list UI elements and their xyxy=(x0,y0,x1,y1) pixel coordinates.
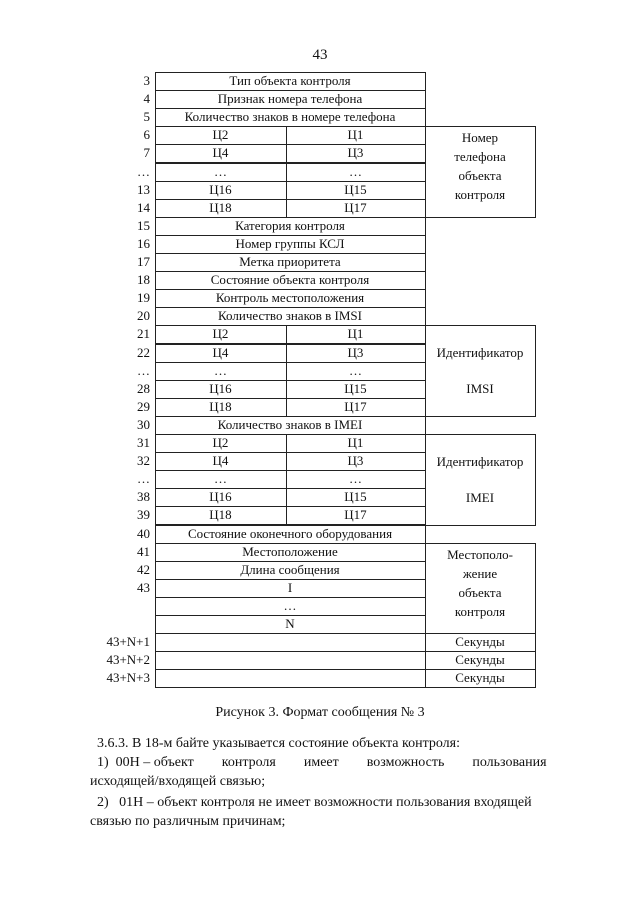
item-2-line-1: 2) 01H – объект контроля не имеет возможности пользования входящей xyxy=(97,795,532,810)
digit-cell-text: Ц17 xyxy=(344,507,367,523)
digit-cell-text: Ц16 xyxy=(209,181,232,197)
row-number: 18 xyxy=(137,272,150,288)
phone-number-label-text: объекта xyxy=(458,168,502,184)
digit-cell-text: Ц4 xyxy=(212,145,229,161)
location-label-text: Местополо- xyxy=(447,546,513,562)
seconds-text: Секунды xyxy=(455,670,505,686)
paragraph-3-6-3: 3.6.3. В 18-м байте указывается состояние объекта контроля: xyxy=(97,736,460,751)
phone-number-label-text: Номер xyxy=(461,130,499,146)
table-cell-text: Тип объекта контроля xyxy=(229,73,351,88)
row-number: 7 xyxy=(143,145,150,161)
row-number: 28 xyxy=(137,380,150,396)
digit-cell-text: Ц2 xyxy=(212,435,229,450)
seconds-text: Секунды xyxy=(455,652,505,668)
row-number: 32 xyxy=(137,453,150,469)
row-number: 22 xyxy=(137,344,150,360)
row-number: 43+N+1 xyxy=(106,634,150,650)
table-cell-text: Длина сообщения xyxy=(240,561,340,577)
digit-cell-text: Ц18 xyxy=(209,398,232,414)
digit-cell-text: … xyxy=(214,163,227,179)
row-number: 19 xyxy=(137,290,150,306)
item-2-line-2: связью по различным причинам; xyxy=(90,814,286,829)
row-number: 13 xyxy=(137,181,150,197)
table-cell-text: I xyxy=(287,579,293,595)
figure-caption: Рисунок 3. Формат сообщения № 3 xyxy=(215,705,425,720)
imsi-label xyxy=(425,325,536,417)
digit-cell-text: Ц16 xyxy=(209,489,232,505)
page-number: 43 xyxy=(312,47,328,63)
row-number: 30 xyxy=(137,416,150,432)
row-number: … xyxy=(137,163,150,179)
row-number: 5 xyxy=(143,109,150,125)
location-label-text: объекта xyxy=(458,584,502,600)
imei-label-text: Идентификатор xyxy=(436,454,524,469)
row-number: 42 xyxy=(137,561,150,577)
location-label-text: жение xyxy=(462,565,498,581)
row-number: 31 xyxy=(137,435,150,450)
digit-cell-text: Ц17 xyxy=(344,398,367,414)
row-number: 15 xyxy=(137,217,150,233)
table-cell-text: Состояние оконечного оборудования xyxy=(187,525,393,541)
row-number: 3 xyxy=(143,73,150,88)
digit-cell-text: Ц15 xyxy=(344,489,367,505)
imei-label-text: IMEI xyxy=(465,490,495,505)
table-cell-text: … xyxy=(283,597,297,613)
digit-cell-text: Ц4 xyxy=(212,453,229,469)
phone-number-label-text: контроля xyxy=(454,187,506,203)
table-cell-text: Категория контроля xyxy=(235,217,345,233)
empty-cell xyxy=(155,651,426,670)
table-cell-text: Количество знаков в IMEI xyxy=(217,416,363,432)
digit-cell-text: Ц3 xyxy=(347,344,364,360)
seconds-text: Секунды xyxy=(455,634,505,650)
row-number: 43 xyxy=(137,579,150,595)
row-number: 39 xyxy=(137,507,150,523)
row-number: 40 xyxy=(137,525,150,541)
row-number: 17 xyxy=(137,254,150,269)
empty-cell xyxy=(155,633,426,652)
digit-cell-text: Ц2 xyxy=(212,326,229,342)
imei-label xyxy=(425,434,536,526)
digit-cell-text: Ц4 xyxy=(212,344,229,360)
row-number: … xyxy=(137,362,150,378)
digit-cell-text: Ц18 xyxy=(209,199,232,215)
digit-cell-text: Ц2 xyxy=(212,127,229,143)
row-number: 38 xyxy=(137,489,150,505)
imsi-label-text: Идентификатор xyxy=(436,345,524,361)
digit-cell-text: Ц18 xyxy=(209,507,232,523)
digit-cell-text: Ц15 xyxy=(344,181,367,197)
row-number: 21 xyxy=(137,326,150,342)
table-cell-text: Признак номера телефона xyxy=(217,91,363,107)
row-number: 20 xyxy=(137,308,150,324)
digit-cell-text: Ц15 xyxy=(344,380,367,396)
location-label-text: контроля xyxy=(454,603,506,619)
digit-cell-text: Ц3 xyxy=(347,453,364,469)
table-cell-text: Контроль местоположения xyxy=(215,290,365,306)
row-number: 41 xyxy=(137,543,150,559)
row-number: 29 xyxy=(137,398,150,414)
empty-cell xyxy=(155,669,426,688)
table-cell-text: Количество знаков в IMSI xyxy=(218,308,362,324)
digit-cell-text: Ц3 xyxy=(347,145,364,161)
row-number: 4 xyxy=(143,91,150,107)
digit-cell-text: … xyxy=(349,163,362,179)
table-cell-text: Метка приоритета xyxy=(239,254,341,269)
row-number: … xyxy=(137,471,150,487)
row-number: 43+N+3 xyxy=(106,670,150,686)
digit-cell-text: … xyxy=(214,362,227,378)
digit-cell-text: Ц16 xyxy=(209,380,232,396)
row-number: 16 xyxy=(137,235,150,251)
digit-cell-text: Ц1 xyxy=(347,435,364,450)
table-cell-text: Местоположение xyxy=(242,543,338,559)
table-cell-text: Количество знаков в номере телефона xyxy=(184,109,396,125)
item-1-line-1: 1) 00H – объект контроля имеет возможность пользования xyxy=(97,755,547,770)
digit-cell-text: … xyxy=(349,471,362,487)
table-cell-text: N xyxy=(285,616,295,631)
digit-cell-text: … xyxy=(349,362,362,378)
phone-number-label-text: телефона xyxy=(454,149,506,165)
row-number: 6 xyxy=(143,127,150,143)
table-cell-text: Номер группы КСЛ xyxy=(235,235,345,251)
table-cell-text: Состояние объекта контроля xyxy=(210,272,370,288)
digit-cell-text: Ц1 xyxy=(347,127,364,143)
imsi-label-text: IMSI xyxy=(466,381,494,397)
item-1-line-2: исходящей/входящей связью; xyxy=(90,774,266,789)
digit-cell-text: Ц17 xyxy=(344,199,367,215)
digit-cell-text: Ц1 xyxy=(347,326,364,342)
row-number: 14 xyxy=(137,199,150,215)
digit-cell-text: … xyxy=(214,471,227,487)
row-number: 43+N+2 xyxy=(106,652,150,668)
